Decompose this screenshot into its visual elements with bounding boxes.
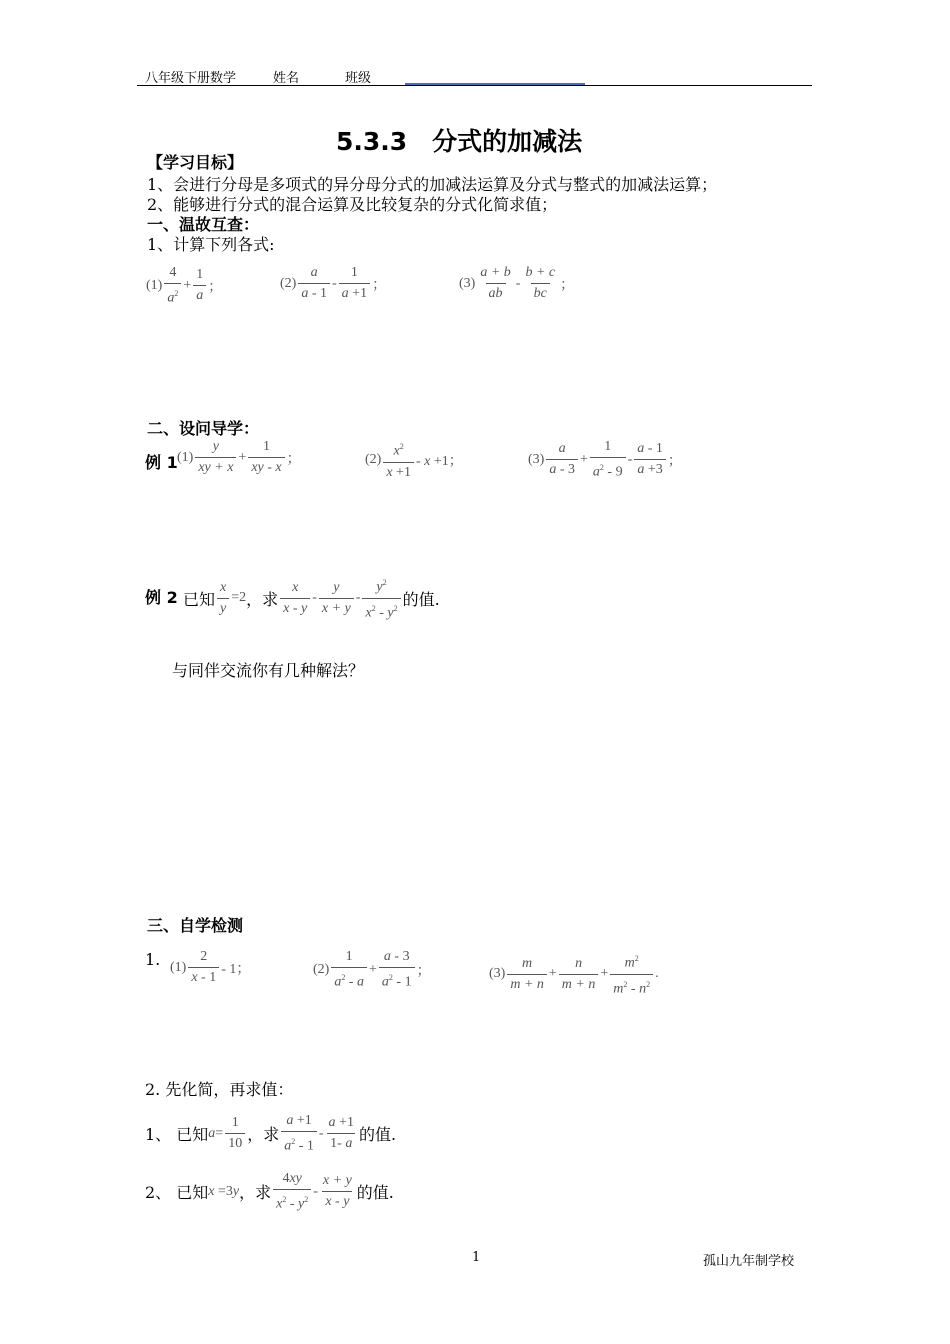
header-name-label: 姓名	[273, 71, 300, 86]
example2-statement: 已知 $\frac{x}{y}$ =2 ，求 $\frac{x}{x - y}$ - $\frac{y}{x + y}$ - $\frac{y^2}{x^2 - y^2}$ 的值.	[183, 578, 440, 621]
q1-part-3: (3) $\frac{m}{m + n}$ + $\frac{n}{m + n}$ + $\frac{m^2}{m^2 - n^2}$ .	[489, 954, 659, 997]
goals-heading: 【学习目标】	[147, 153, 244, 172]
example1-part-3: (3) $\frac{a}{a - 3}$ + $\frac{1}{a^2 - 9}$ - $\frac{a - 1}{a +3}$ ；	[528, 439, 682, 480]
goal-item-1: 1、会进行分母是多项式的异分母分式的加减法运算及分式与整式的加减法运算；	[147, 175, 718, 194]
school-name: 孤山九年制学校	[703, 1254, 795, 1269]
section1-heading: 一、温故互查：	[147, 215, 260, 234]
q2-part-2: 2、 已知 x =3y ，求 $\frac{4xy}{x^2 - y^2}$ - $\frac{x + y}{x - y}$ 的值.	[145, 1171, 394, 1212]
warmup-problem-1: (1) $\frac{4}{a^2}$ + $\frac{1}{a}$ ；	[146, 265, 223, 306]
q1-part-1: (1) $\frac{2}{x - 1}$ - 1；	[170, 949, 251, 985]
example2-label: 例 2	[145, 588, 178, 607]
header-underline	[405, 83, 585, 85]
q1-part-2: (2) $\frac{1}{a^2 - a}$ + $\frac{a - 3}{a^2 - 1}$ ；	[313, 949, 431, 990]
discuss-prompt: 与同伴交流你有几种解法？	[172, 661, 365, 680]
page-title: 5.3.3 分式的加减法	[336, 127, 583, 156]
section3-heading: 三、自学检测	[147, 916, 244, 935]
example1-part-2: (2) $\frac{x^2}{x +1}$ - x +1；	[365, 442, 463, 480]
q2-part-1: 1、 已知 a = $\frac{1}{10}$ ，求 $\frac{a +1}{a^2 - 1}$ - $\frac{a +1}{1- a}$ 的值.	[145, 1113, 397, 1154]
q1-label: 1.	[145, 950, 161, 969]
page-number: 1	[472, 1250, 481, 1265]
section2-heading: 二、设问导学：	[147, 419, 260, 438]
section1-intro: 1、计算下列各式:	[147, 235, 275, 254]
header-rule	[137, 85, 812, 86]
goal-item-2: 2、能够进行分式的混合运算及比较复杂的分式化简求值；	[147, 195, 558, 214]
warmup-problem-2: (2) $\frac{a}{a - 1}$ - $\frac{1}{a +1}$ ；	[280, 265, 387, 301]
q2-label: 2. 先化简，再求值：	[145, 1080, 294, 1099]
header-class-label: 班级	[345, 71, 372, 86]
example1-part-1: (1) $\frac{y}{xy + x}$ + $\frac{1}{xy - x}$ ；	[177, 439, 301, 475]
warmup-problem-3: (3) $\frac{a + b}{ab}$ - $\frac{b + c}{bc}$ ；	[459, 265, 575, 301]
example1-label: 例 1	[145, 453, 178, 472]
header-subject: 八年级下册数学	[145, 71, 237, 86]
